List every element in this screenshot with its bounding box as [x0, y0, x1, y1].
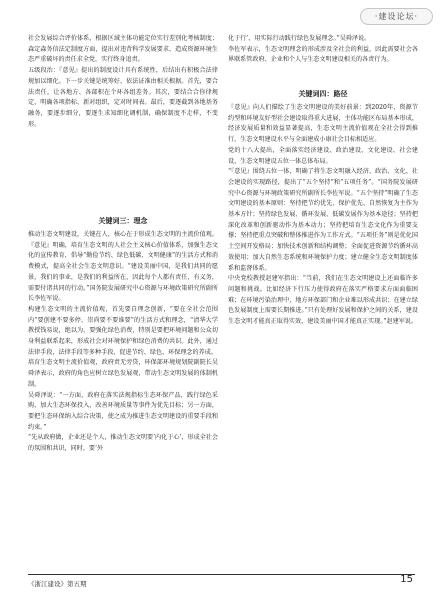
heading-keyword-four: 关键词四：路径	[298, 89, 348, 98]
section-badge: ·建设论坛·	[360, 8, 433, 25]
left-column-block-2: 推动生态文明建设，关键在人，核心在于形成生态文明的主流价值观。『意见』明确，培育生态文明的人社会主义核心价值体系，加强生态文化的宣传教育，倡导“勤俭节约、绿色低碳、文明健康”的生活方式和消费模式，提高全社会生态文明意识。“建设美丽中国，是我们共同的愿景，我们的事业，是我们的利益所在，因此每个人都有责任，有义务，需要付诸共同的行动。”国务院发展研究中心资源与环境政策研究所副所长李佐军说。 构建生态文明的主流价值观，首先要自理念创新，“要在全社会范围内“要创建不要多停、崇尚要不要谁要”的生活方式和理念，“清华大学教授钱易说，绝以为，要强化绿色消费，特别是要把环境问题和公众切身利益联系起来，形成社会对环境保护和绿色消费的共识。此外，通过法律手段，法律手段等多种手段，促进节约、绿色、环保理念的养成。 培育生态文明主流价值观，政府责无旁贷，环保部环境规划院副院长吴舜泽表示，政府的角色应树立绿色发展观，带动生态文明发展的体制机制。 吴舜泽说：“一方面，政府在落实法规指标生态环保产品，践行绿色采购，加大生态环保投入，改善环境质量等事件为优先目标；另一方面，要把生态环保纳入综合决策，使之成为推进生态文明建设的重要手段和约束。” “先从政府做，企业还是个人，推动生态文明要‘内化于心’，形成全社会的氛围和共识，同时，要‘外	[28, 231, 218, 453]
right-column-block-1: 化于行’，用实际行动践行绿色发展理念。”吴舜泽说。 李佐军表示，生态文明理念的形成涉及全社会的利益，因此需要社会各界联系管政府、企业和个人与生态文明建设相关的各责行为。	[228, 35, 418, 64]
heading-keyword-three: 关键词三：理念	[98, 216, 148, 225]
left-column-block-1: 社会发展综合评价体系，根据区域主体功能定位实行差别化考核制度；森定森务信法定制度方面，提出对违背科学发展要求、造成资源环境生态严重破坏的责任求全党，实行终身追责。 五级段治：『意见』提出的制度设计具有系统性，后结出有积极合法律规加以细化。下一步关键是统筹好、依法证准由相关根据。首先，要合法责任，让各地方、各部积在个环各组差务。其次，要结合合你律规定，明确各项指标、新对组织，定对时间表。最后，要逐截到各地基务融务，要逐步细分，要逐生求知细化调机制，确保制度不走样，不变形。	[28, 35, 218, 128]
right-column-block-2: 『意见』向人们描绘了生态文明建设的美好前景：到2020年，资源节约型和环境友好型社会建设取得重大进展，主体功能区布局基本形成，经济发展质量和效益显著提高，生态文明主流价值观在全社会得到推行，生态文明建设水平与全面建成小康社会目标相适应。 党的十八大提出，全面落实经济建设、政治建设、文化建设、社会建设、生态文明建设五位一体总体布局。 “『意见』围绕五位一体，明确了将生态文明融入经济、政治、文化、社会建设的实现路径，提出了“五个坚持”和“五项任务”。“国务院发展研究中心资源与环境政策研究所副所长李佐军说。“五个坚持”明确了生态文明建设的基本原则：坚持把节约优先、保护优先、自然恢复为主作为基本方针；坚持绿色发展、循环发展、低碳发展作为基本途径；坚持把深化改革和创新驱动作为基本动力；坚持把培育生态文化作为重要支撑；坚持把重点突破和整体推进作为工作方式。“五项任务”则是优化国土空间开发格局；加快技术创新和结构调整；全面促进资源节约循环高效使用；加大自然生态系统和环境保护力度；建立健全生态文明制度体系和监督体系。 中央党校教授赵建军指出：“当前，我们在生态文明建设上还面临许多问题和挑战。比如经济下行压力使得政府在落实严格要求方面面临困难；在环境污染治理中，地方环保部门和企业难以形成共识；在建立绿色发展制度上需要长期推进。”只有处理好发展和保护之间的关系，建设生态文明才能真正取得实效，建设美丽中国才能真正实现。”赵建军说。	[228, 104, 418, 326]
page-number: 15	[400, 574, 413, 585]
footer-journal-title: 《浙江建设》第五期	[28, 580, 87, 588]
footer-rule	[28, 574, 415, 575]
